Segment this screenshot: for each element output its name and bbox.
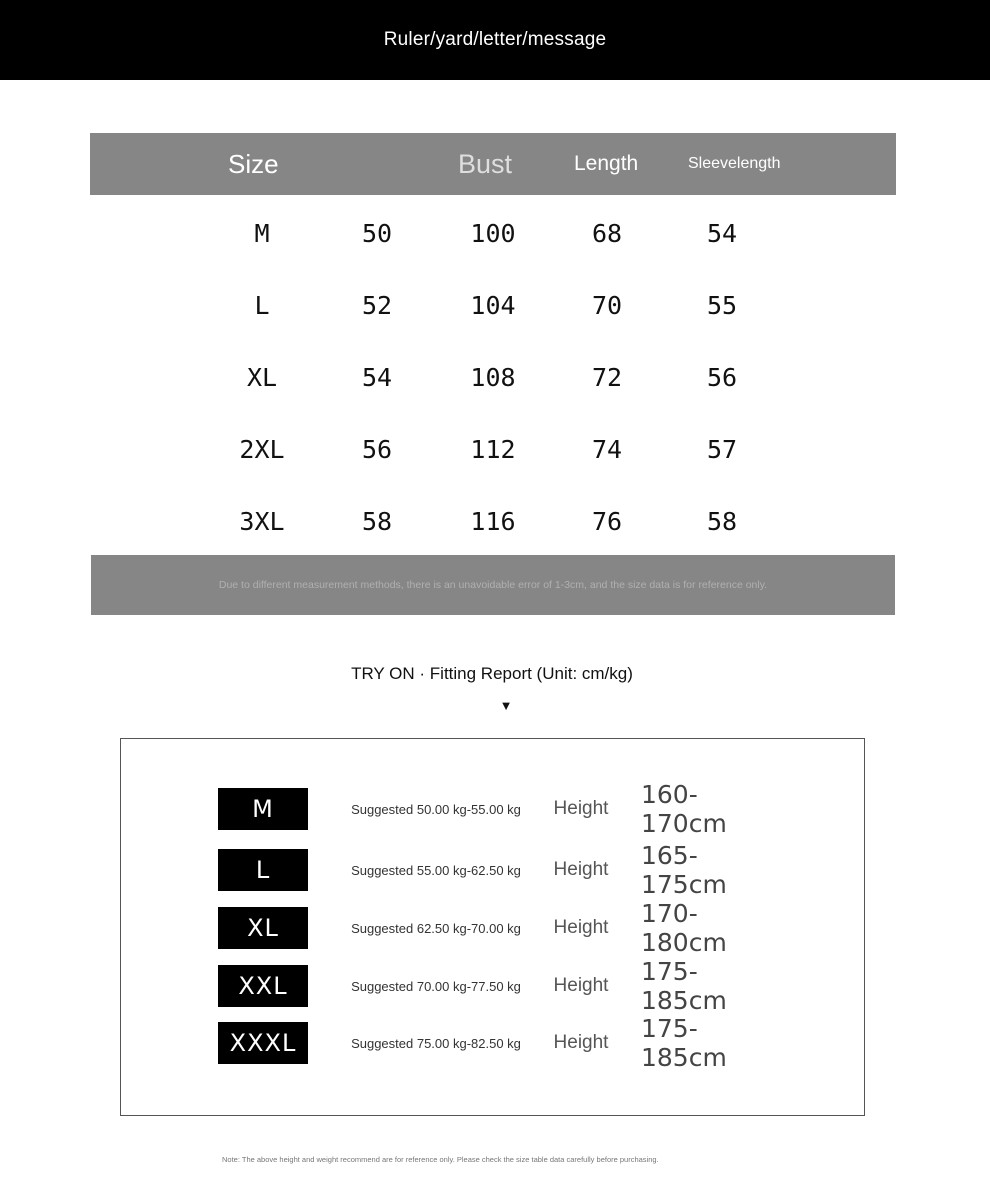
fitting-row [121, 780, 864, 838]
table-row [0, 341, 990, 413]
size-badge: XL [218, 907, 308, 949]
height-range: 175-185cm [641, 957, 727, 1015]
cell-sleeve: 55 [706, 290, 738, 320]
suggested-weight: Suggested 62.50 kg-70.00 kg [351, 920, 521, 936]
cell-col2: 52 [361, 290, 393, 320]
fitting-row [121, 899, 864, 957]
header-bust: Bust [458, 148, 513, 179]
size-badge: XXXL [218, 1022, 308, 1064]
header-size: Size [228, 148, 279, 179]
height-label: Height [553, 917, 609, 938]
height-range: 170-180cm [641, 899, 727, 957]
suggested-weight: Suggested 50.00 kg-55.00 kg [351, 801, 521, 817]
header-sleeve-line2: length [736, 155, 781, 172]
header-length: Length [574, 152, 639, 175]
size-badge: M [218, 788, 308, 830]
height-range: 175-185cm [641, 1014, 727, 1072]
fitting-row [121, 1014, 864, 1072]
cell-size: L [254, 290, 270, 320]
fitting-row [121, 841, 864, 899]
cell-length: 76 [591, 506, 623, 536]
fitting-row [121, 957, 864, 1015]
cell-sleeve: 56 [706, 362, 738, 392]
cell-length: 70 [591, 290, 623, 320]
cell-sleeve: 58 [706, 506, 738, 536]
cell-bust: 116 [470, 506, 516, 536]
cell-size: 2XL [239, 434, 285, 464]
table-row [0, 197, 990, 269]
table-row [0, 413, 990, 485]
cell-length: 74 [591, 434, 623, 464]
suggested-weight: Suggested 55.00 kg-62.50 kg [351, 862, 521, 878]
suggested-weight: Suggested 75.00 kg-82.50 kg [351, 1035, 521, 1051]
table-row [0, 269, 990, 341]
size-badge: L [218, 849, 308, 891]
header-sleeve-length [688, 133, 781, 195]
height-label: Height [553, 1032, 609, 1053]
cell-size: XL [246, 362, 278, 392]
height-label: Height [553, 798, 609, 819]
cell-col2: 54 [361, 362, 393, 392]
height-range: 165-175cm [641, 841, 727, 899]
cell-col2: 58 [361, 506, 393, 536]
height-range: 160-170cm [641, 780, 727, 838]
fitting-report-box [120, 738, 865, 1116]
cell-sleeve: 57 [706, 434, 738, 464]
cell-bust: 100 [470, 218, 516, 248]
down-arrow-icon: ▼ [499, 698, 513, 713]
suggested-weight: Suggested 70.00 kg-77.50 kg [351, 978, 521, 994]
height-label: Height [553, 975, 609, 996]
table-row [0, 485, 990, 557]
fitting-report-title: TRY ON · Fitting Report (Unit: cm/kg) [351, 664, 633, 683]
header-sleeve-line1: Sleeve [688, 155, 737, 172]
cell-col2: 50 [361, 218, 393, 248]
cell-bust: 108 [470, 362, 516, 392]
size-table-header [90, 133, 896, 195]
footer-note: Note: The above height and weight recommend are for reference only. Please check the size table data carefully before purchasing. [222, 1155, 659, 1164]
size-badge: XXL [218, 965, 308, 1007]
cell-length: 72 [591, 362, 623, 392]
cell-size: 3XL [239, 506, 285, 536]
cell-col2: 56 [361, 434, 393, 464]
top-banner [0, 0, 990, 80]
banner-title: Ruler/yard/letter/message [383, 29, 607, 50]
cell-size: M [254, 218, 270, 248]
cell-bust: 112 [470, 434, 516, 464]
measurement-note [91, 555, 895, 615]
measurement-note-text: Due to different measurement methods, there is an unavoidable error of 1-3cm, and the size data is for reference only. [218, 579, 768, 591]
cell-sleeve: 54 [706, 218, 738, 248]
cell-bust: 104 [470, 290, 516, 320]
height-label: Height [553, 859, 609, 880]
cell-length: 68 [591, 218, 623, 248]
